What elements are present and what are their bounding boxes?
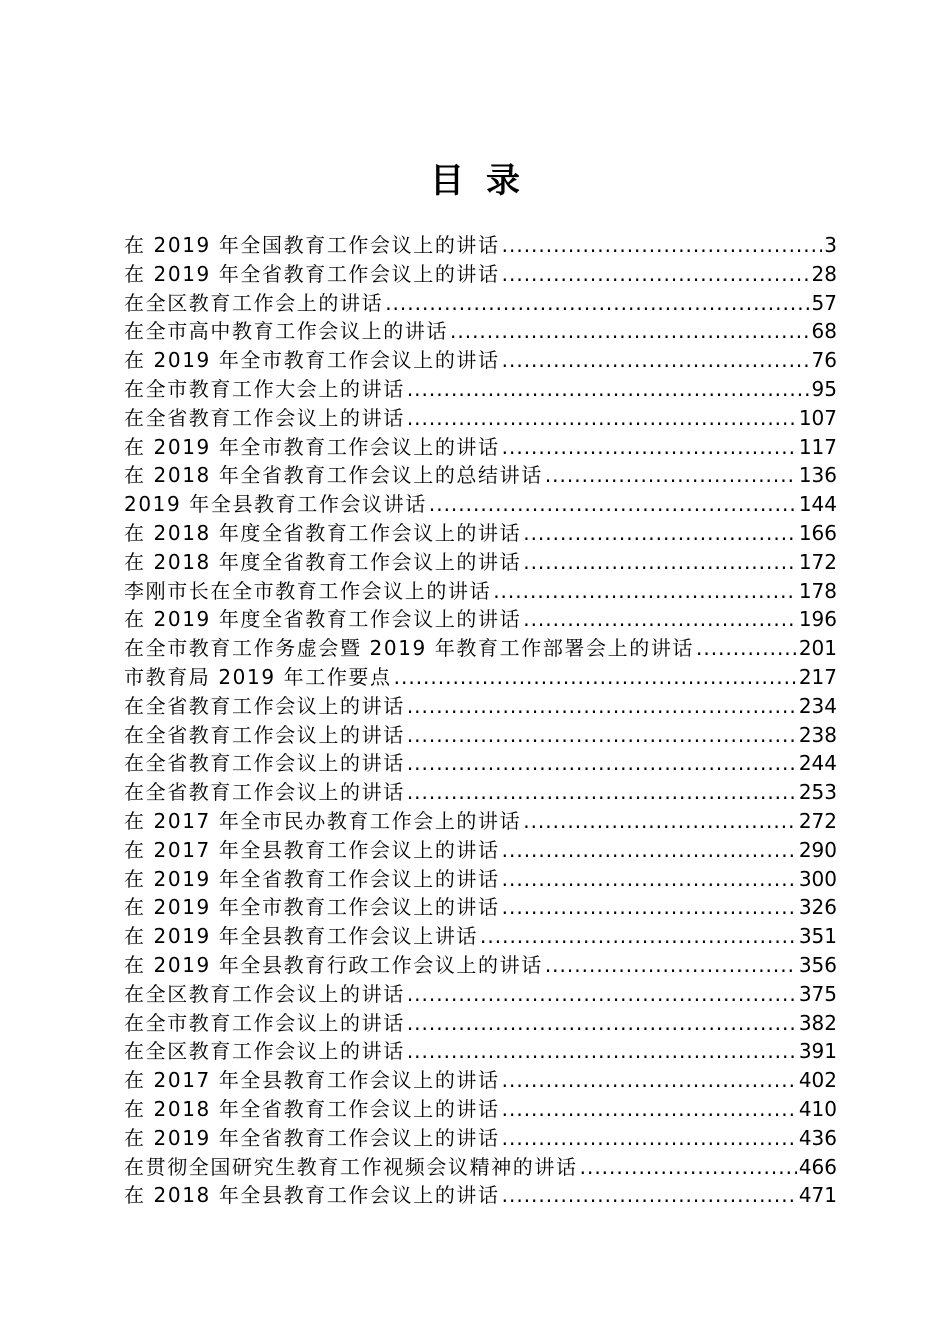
- dot-leader: [502, 346, 810, 375]
- dot-leader: [523, 548, 797, 577]
- dot-leader: [502, 893, 797, 922]
- toc-entry-page: 466: [798, 1154, 837, 1179]
- toc-entry[interactable]: [124, 375, 837, 404]
- toc-entry-page: 238: [798, 722, 837, 747]
- dot-leader: [407, 692, 797, 721]
- toc-entry-title: 在全区教育工作会议上的讲话: [124, 981, 405, 1006]
- toc-entry-page: 217: [798, 664, 837, 689]
- toc-entry-page: 351: [798, 924, 837, 949]
- toc-entry-title: 在 2019 年全县教育工作会议上讲话: [124, 924, 479, 949]
- dot-leader: [493, 577, 797, 606]
- dot-leader: [407, 1009, 797, 1038]
- toc-entry-title: 在 2018 年全县教育工作会议上的讲话: [124, 1183, 500, 1208]
- toc-entry[interactable]: [124, 1095, 837, 1124]
- toc-entry[interactable]: [124, 346, 837, 375]
- toc-entry[interactable]: [124, 289, 837, 318]
- toc-entry-page: 253: [798, 780, 837, 805]
- toc-entry[interactable]: [124, 433, 837, 462]
- toc-entry[interactable]: [124, 548, 837, 577]
- toc-entry[interactable]: [124, 807, 837, 836]
- toc-entry-page: 107: [798, 405, 837, 430]
- toc-entry[interactable]: [124, 577, 837, 606]
- toc-entry-page: 136: [798, 463, 837, 488]
- toc-entry-page: 166: [798, 520, 837, 545]
- toc-entry-title: 在全省教育工作会议上的讲话: [124, 693, 405, 718]
- dot-leader: [502, 433, 797, 462]
- toc-entry[interactable]: [124, 317, 837, 346]
- toc-entry-page: 356: [798, 952, 837, 977]
- toc-entry[interactable]: [124, 231, 837, 260]
- toc-entry-title: 在 2019 年全市教育工作会议上的讲话: [124, 348, 500, 373]
- toc-entry-page: 95: [811, 376, 837, 401]
- toc-entry[interactable]: [124, 1009, 837, 1038]
- toc-entry[interactable]: [124, 1153, 837, 1182]
- toc-entry-page: 172: [798, 549, 837, 574]
- toc-entry-title: 在 2019 年度全省教育工作会议上的讲话: [124, 607, 522, 632]
- dot-leader: [385, 289, 809, 318]
- toc-entry[interactable]: [124, 490, 837, 519]
- dot-leader: [523, 807, 797, 836]
- toc-entry-title: 在 2019 年全市教育工作会议上的讲话: [124, 434, 500, 459]
- toc-entry-page: 68: [811, 319, 837, 344]
- dot-leader: [523, 519, 797, 548]
- dot-leader: [502, 1181, 797, 1210]
- toc-entry[interactable]: [124, 922, 837, 951]
- toc-entry-page: 234: [798, 693, 837, 718]
- toc-entry-page: 28: [811, 261, 837, 286]
- toc-entry-title: 在全省教育工作会议上的讲话: [124, 780, 405, 805]
- toc-entry-title: 在 2017 年全市民办教育工作会上的讲话: [124, 808, 522, 833]
- dot-leader: [580, 1153, 797, 1182]
- toc-entry[interactable]: [124, 404, 837, 433]
- dot-leader: [407, 1037, 797, 1066]
- dot-leader: [407, 778, 797, 807]
- toc-entry[interactable]: [124, 1066, 837, 1095]
- toc-entry[interactable]: [124, 893, 837, 922]
- toc-entry-title: 在 2019 年全国教育工作会议上的讲话: [124, 233, 500, 257]
- toc-entry[interactable]: [124, 1124, 837, 1153]
- toc-entry-page: 196: [798, 607, 837, 632]
- dot-leader: [407, 721, 797, 750]
- toc-entry-title: 在 2017 年全县教育工作会议上的讲话: [124, 1068, 500, 1093]
- toc-entry[interactable]: [124, 519, 837, 548]
- dot-leader: [502, 1066, 797, 1095]
- toc-entry-page: 144: [798, 492, 837, 517]
- dot-leader: [394, 663, 797, 692]
- toc-entry[interactable]: [124, 663, 837, 692]
- toc-entry-title: 在 2018 年全省教育工作会议上的总结讲话: [124, 463, 543, 488]
- toc-entry-title: 在全省教育工作会议上的讲话: [124, 751, 405, 776]
- toc-entry-page: 410: [798, 1096, 837, 1121]
- toc-entry[interactable]: [124, 778, 837, 807]
- toc-entry-title: 在全区教育工作会议上的讲话: [124, 1039, 405, 1064]
- toc-entry-title: 在 2019 年全县教育行政工作会议上的讲话: [124, 952, 543, 977]
- toc-entry-title: 在 2019 年全省教育工作会议上的讲话: [124, 866, 500, 891]
- toc-entry-page: 178: [798, 578, 837, 603]
- toc-entry-page: 57: [811, 290, 837, 315]
- toc-entry[interactable]: [124, 749, 837, 778]
- toc-entry[interactable]: [124, 605, 837, 634]
- toc-entry-page: 76: [811, 348, 837, 373]
- toc-entry[interactable]: [124, 951, 837, 980]
- toc-entry-page: 471: [798, 1183, 837, 1208]
- dot-leader: [502, 836, 797, 865]
- toc-entry-title: 在 2018 年度全省教育工作会议上的讲话: [124, 520, 522, 545]
- toc-entry-title: 在全省教育工作会议上的讲话: [124, 405, 405, 430]
- toc-entry[interactable]: [124, 634, 837, 663]
- toc-entry-title: 在贯彻全国研究生教育工作视频会议精神的讲话: [124, 1154, 578, 1179]
- dot-leader: [545, 461, 797, 490]
- dot-leader: [523, 605, 797, 634]
- toc-entry-title: 在全市教育工作大会上的讲话: [124, 376, 405, 401]
- toc-entry-title: 在全市教育工作会议上的讲话: [124, 1010, 405, 1035]
- toc-entry-title: 2019 年全县教育工作会议讲话: [124, 492, 427, 517]
- toc-entry-title: 在 2019 年全省教育工作会议上的讲话: [124, 1125, 500, 1150]
- toc-entry-title: 在全市高中教育工作会议上的讲话: [124, 319, 448, 344]
- toc-entry-title: 在全市教育工作务虚会暨 2019 年教育工作部署会上的讲话: [124, 636, 695, 661]
- dot-leader: [545, 951, 797, 980]
- toc-entry[interactable]: [124, 721, 837, 750]
- toc-entry[interactable]: [124, 1181, 837, 1210]
- toc-entry[interactable]: [124, 980, 837, 1009]
- dot-leader: [696, 634, 797, 663]
- toc-entry-page: 3: [824, 233, 837, 257]
- dot-leader: [407, 980, 797, 1009]
- dot-leader: [502, 231, 823, 260]
- toc-entry-title: 在 2018 年全省教育工作会议上的讲话: [124, 1096, 500, 1121]
- toc-entry-page: 290: [798, 837, 837, 862]
- dot-leader: [502, 865, 797, 894]
- toc-entry-page: 117: [798, 434, 837, 459]
- toc-entry-page: 382: [798, 1010, 837, 1035]
- toc-entry-title: 在 2017 年全县教育工作会议上的讲话: [124, 837, 500, 862]
- toc-entry[interactable]: [124, 461, 837, 490]
- dot-leader: [407, 404, 797, 433]
- dot-leader: [450, 317, 810, 346]
- dot-leader: [429, 490, 797, 519]
- toc-entry-title: 李刚市长在全市教育工作会议上的讲话: [124, 578, 492, 603]
- table-of-contents: [124, 231, 837, 1210]
- toc-entry-page: 326: [798, 895, 837, 920]
- toc-entry-title: 在 2019 年全市教育工作会议上的讲话: [124, 895, 500, 920]
- dot-leader: [407, 749, 797, 778]
- toc-entry-title: 市教育局 2019 年工作要点: [124, 664, 392, 689]
- toc-entry-page: 375: [798, 981, 837, 1006]
- dot-leader: [480, 922, 797, 951]
- toc-entry[interactable]: [124, 865, 837, 894]
- toc-entry-title: 在 2018 年度全省教育工作会议上的讲话: [124, 549, 522, 574]
- toc-entry-page: 402: [798, 1068, 837, 1093]
- toc-entry-page: 391: [798, 1039, 837, 1064]
- toc-entry-page: 244: [798, 751, 837, 776]
- dot-leader: [502, 260, 810, 289]
- toc-entry[interactable]: [124, 836, 837, 865]
- toc-entry-page: 272: [798, 808, 837, 833]
- dot-leader: [407, 375, 810, 404]
- toc-entry[interactable]: [124, 260, 837, 289]
- toc-entry-page: 300: [798, 866, 837, 891]
- toc-entry-title: 在全省教育工作会议上的讲话: [124, 722, 405, 747]
- dot-leader: [502, 1095, 797, 1124]
- toc-entry-title: 在全区教育工作会上的讲话: [124, 290, 384, 315]
- toc-entry-page: 436: [798, 1125, 837, 1150]
- page-title: 目录: [430, 161, 542, 201]
- toc-entry-title: 在 2019 年全省教育工作会议上的讲话: [124, 261, 500, 286]
- dot-leader: [502, 1124, 797, 1153]
- toc-entry[interactable]: [124, 1037, 837, 1066]
- toc-entry[interactable]: [124, 692, 837, 721]
- toc-entry-page: 201: [798, 636, 837, 661]
